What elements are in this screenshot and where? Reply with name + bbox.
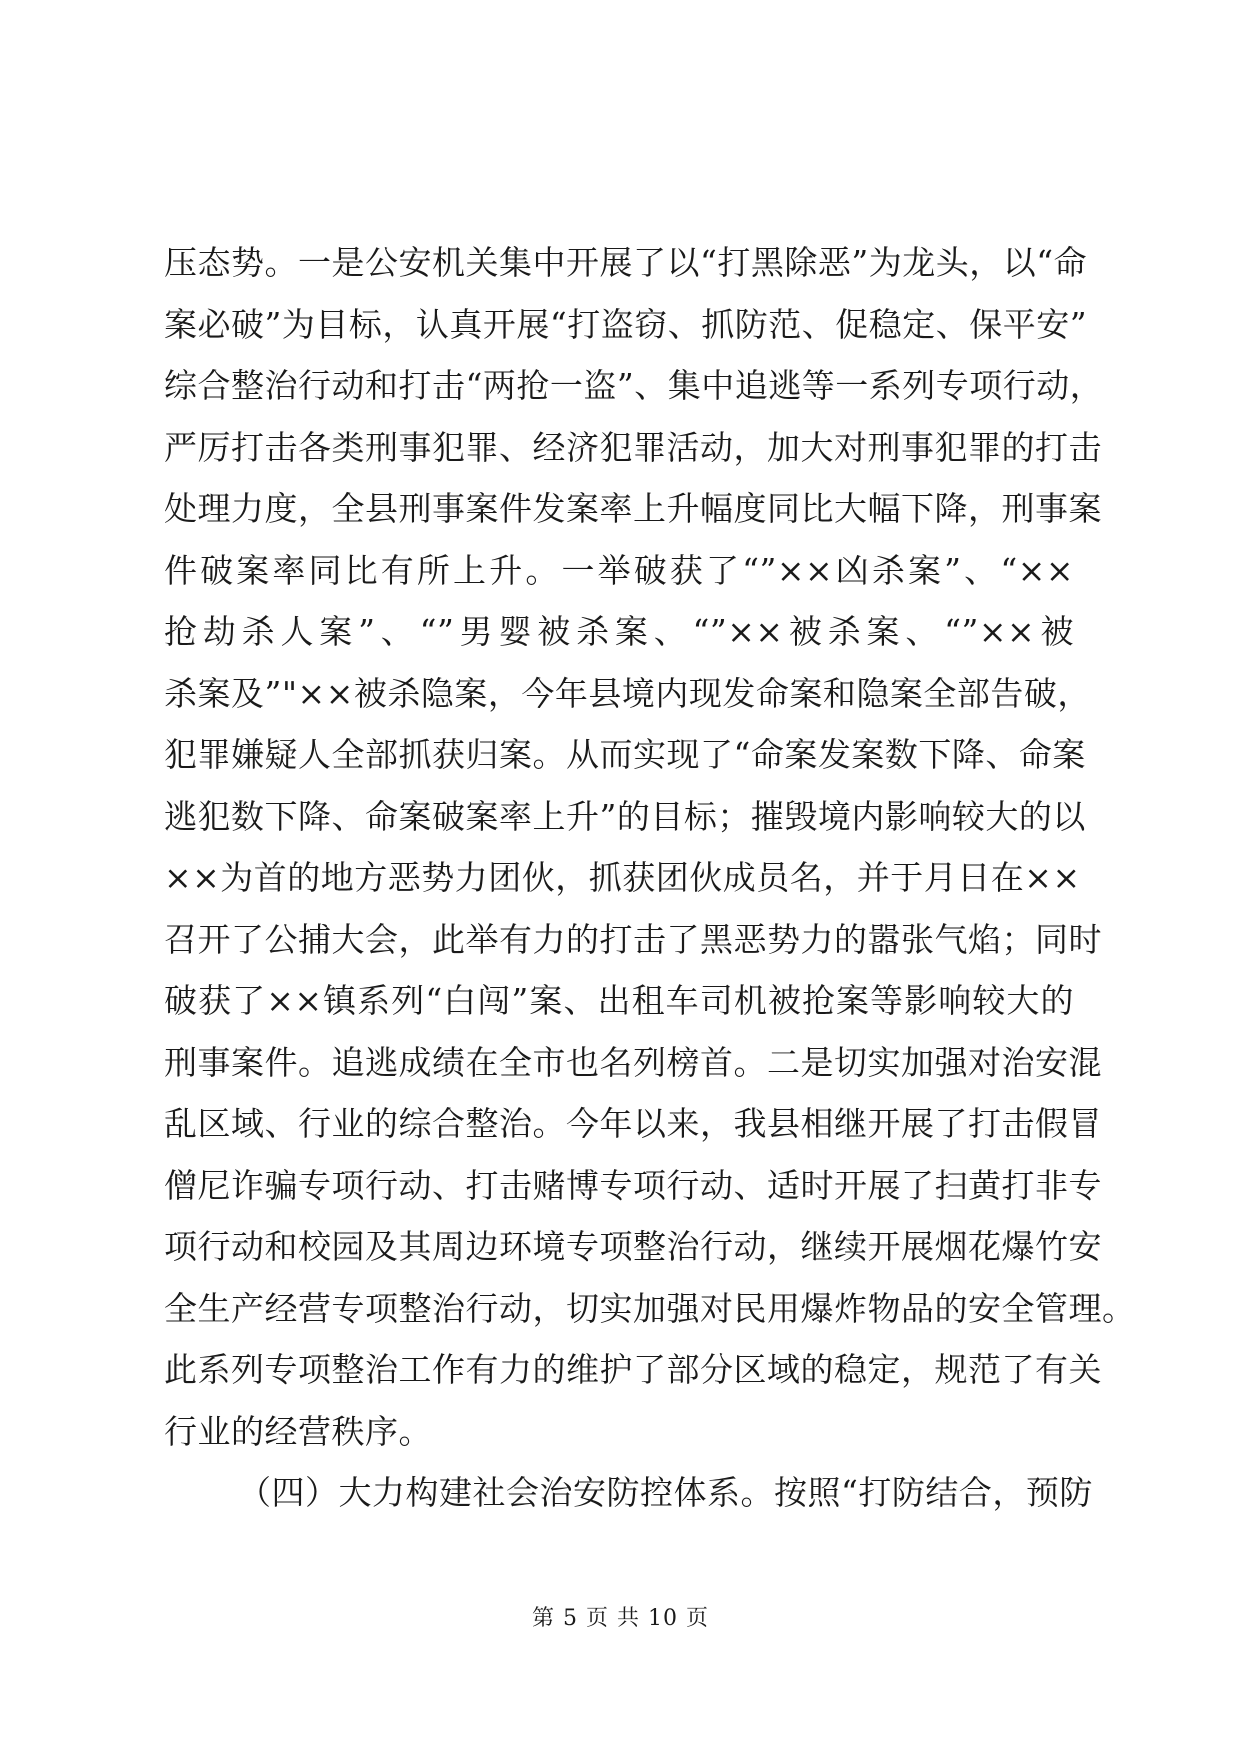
body-line: ××为首的地方恶势力团伙，抓获团伙成员名，并于月日在×× — [164, 858, 1081, 897]
body-line: 案必破”为目标，认真开展“打盗窃、抓防范、促稳定、保平安” — [164, 304, 1088, 344]
body-line: 压态势。一是公安机关集中开展了以“打黑除恶”为龙头，以“命 — [164, 243, 1088, 282]
page-number-footer: 第 5 页 共 10 页 — [532, 1606, 709, 1631]
body-line: 刑事案件。追逃成绩在全市也名列榜首。二是切实加强对治安混 — [164, 1042, 1102, 1082]
body-line: 犯罪嫌疑人全部抓获归案。从而实现了“命案发案数下降、命案 — [164, 735, 1086, 774]
body-line: 全生产经营专项整治行动，切实加强对民用爆炸物品的安全管理。 — [164, 1288, 1136, 1328]
body-line: 项行动和校园及其周边环境专项整治行动，继续开展烟花爆竹安 — [164, 1227, 1102, 1266]
body-line: 召开了公捕大会，此举有力的打击了黑恶势力的嚣张气焰；同时 — [164, 919, 1102, 959]
body-line: 破获了××镇系列“白闯”案、出租车司机被抢案等影响较大的 — [164, 981, 1074, 1020]
body-line: 乱区域、行业的综合整治。今年以来，我县相继开展了打击假冒 — [164, 1104, 1102, 1143]
body-text — [164, 232, 1136, 1524]
body-line-paragraph-end: 行业的经营秩序。 — [164, 1411, 432, 1451]
body-line: 处理力度，全县刑事案件发案率上升幅度同比大幅下降，刑事案 — [164, 489, 1102, 528]
body-line: 严厉打击各类刑事犯罪、经济犯罪活动，加大对刑事犯罪的打击 — [164, 427, 1102, 467]
body-line: 逃犯数下降、命案破案率上升”的目标；摧毁境内影响较大的以 — [164, 796, 1086, 836]
body-line: 此系列专项整治工作有力的维护了部分区域的稳定，规范了有关 — [164, 1350, 1102, 1389]
body-line: 杀案及”"××被杀隐案，今年县境内现发命案和隐案全部告破， — [164, 673, 1091, 713]
body-line: 僧尼诈骗专项行动、打击赌博专项行动、适时开展了扫黄打非专 — [164, 1165, 1102, 1205]
body-line: 综合整治行动和打击“两抢一盗”、集中追逃等一系列专项行动， — [164, 366, 1104, 405]
section-heading-line: （四）大力构建社会治安防控体系。按照“打防结合，预防 — [238, 1473, 1093, 1512]
body-line: 件破案率同比有所上升。一举破获了“”××凶杀案”、“×× — [164, 550, 1074, 590]
body-line: 抢劫杀人案”、“”男婴被杀案、“”××被杀案、“”××被 — [164, 612, 1074, 651]
